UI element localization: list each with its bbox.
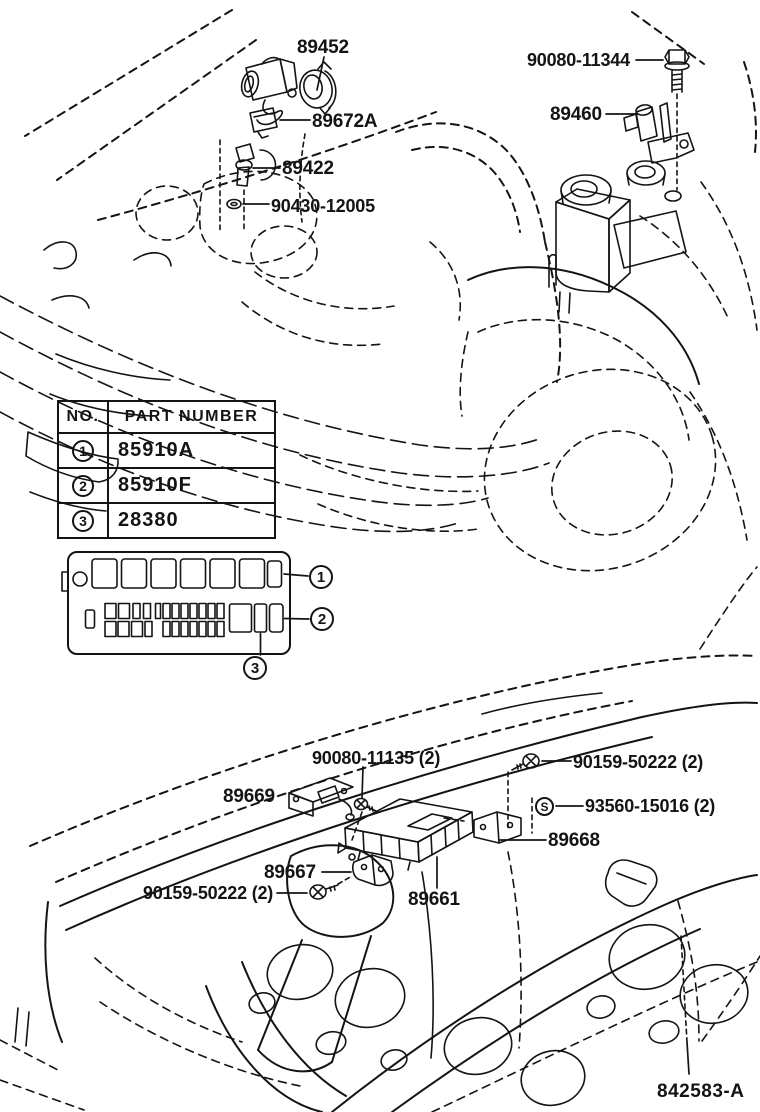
bolt-90080-11135-drawing	[352, 767, 376, 840]
callout-label-90159-50222-right: 90159-50222 (2)	[573, 752, 704, 772]
callout-label-90080-11135: 90080-11135 (2)	[312, 748, 441, 768]
dashboard-line-art	[0, 567, 760, 1112]
parts-table-header-no: NO.	[58, 401, 108, 433]
callout-label-89668: 89668	[548, 830, 600, 851]
skid-control-sensor-drawing	[624, 50, 694, 190]
callout-label-89661: 89661	[408, 889, 460, 910]
callout-label-89422: 89422	[282, 158, 334, 179]
leader-lines-bottom	[437, 857, 689, 1074]
table-row	[58, 468, 275, 503]
screw-90159-right-drawing	[444, 754, 571, 833]
table-row	[58, 503, 275, 538]
row3-callout-number: 3	[72, 510, 94, 532]
row3-part-number: 28380	[108, 503, 275, 538]
callout-label-89452: 89452	[297, 37, 349, 58]
callout-label-89669: 89669	[223, 786, 275, 807]
table-row	[58, 433, 275, 468]
parts-table	[57, 400, 276, 539]
callout-label-90159-50222-left: 90159-50222 (2)	[143, 883, 274, 903]
callout-label-89672A: 89672A	[312, 111, 378, 132]
row1-callout-number: 1	[72, 440, 94, 462]
parts-table-header-part: PART NUMBER	[108, 401, 275, 433]
row2-part-number: 85910F	[108, 468, 275, 503]
callout-label-89667: 89667	[264, 862, 316, 883]
screw-grommet-symbol: S	[535, 797, 554, 816]
callout-label-89460: 89460	[550, 104, 602, 125]
callout-label-93560-15016: 93560-15016 (2)	[585, 796, 716, 816]
fuse-box-drawing	[62, 552, 309, 655]
row1-part-number: 85910A	[108, 433, 275, 468]
fusebox-callout-3: 3	[243, 656, 267, 680]
callout-label-90080-11344: 90080-11344	[527, 50, 630, 70]
fusebox-callout-2: 2	[310, 607, 334, 631]
row2-callout-number: 2	[72, 475, 94, 497]
parts-table-header-row	[58, 401, 275, 433]
figure-number: 842583-A	[657, 1081, 745, 1102]
fusebox-callout-1: 1	[309, 565, 333, 589]
callout-label-90430-12005: 90430-12005	[271, 196, 375, 216]
